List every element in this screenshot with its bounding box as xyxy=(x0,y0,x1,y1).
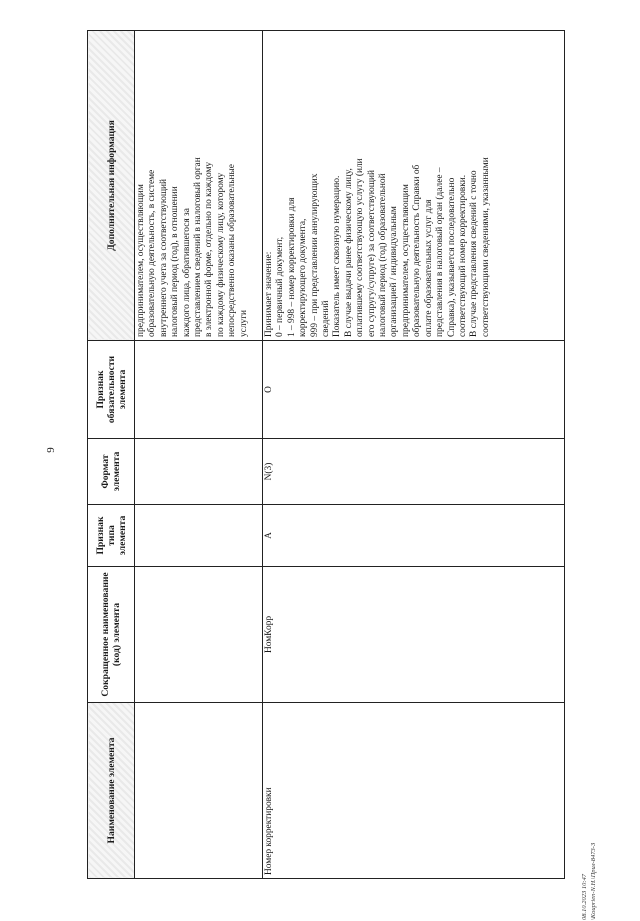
cell-format: N(3) xyxy=(263,439,565,505)
table-container xyxy=(87,31,565,879)
cell-extra-info xyxy=(135,31,263,341)
extra-info-line: внутреннего учета за соответствующий xyxy=(158,178,169,337)
extra-info-line: оплатившему соответствующую услугу (или xyxy=(355,158,366,337)
table-header-row xyxy=(88,31,135,879)
extra-info-line: непосредственно оказаны образовательные xyxy=(227,164,238,337)
extra-info-line: корректирующего документа, xyxy=(298,218,309,337)
extra-info-line: соответствующий номер корректировки. xyxy=(457,174,468,337)
extra-info-line: образовательную деятельность, в системе xyxy=(147,169,158,337)
extra-info-line: 1 – 998 – номер корректировки для xyxy=(286,197,297,337)
cell-name xyxy=(135,703,263,879)
extra-info-line: оплате образовательных услуг для xyxy=(423,199,434,337)
extra-info-line: организацией / индивидуальным xyxy=(389,206,400,337)
extra-info-line: 0 – первичный документ, xyxy=(275,236,286,337)
extra-info-line: налоговый период (год) образовательной xyxy=(378,173,389,337)
extra-info-line: услуги xyxy=(238,309,249,337)
header-name: Наименование элемента xyxy=(88,703,135,879)
extra-info-line: представлением сведений в налоговый орган xyxy=(193,157,204,337)
cell-type-flag xyxy=(135,505,263,567)
extra-info-line: Справка), указывается последовательно xyxy=(446,177,457,337)
extra-info-line: каждого лица, обратившегося за xyxy=(181,208,192,337)
extra-info-line: образовательную деятельность Справки об xyxy=(412,164,423,337)
stamp-path: \Kouprien-N.H.\Прил-8473-3 xyxy=(590,842,597,920)
page-number: 9 xyxy=(45,447,57,453)
header-extra-info: Дополнительная информация xyxy=(88,31,135,341)
header-short-name: Сокращенное наименование (код) элемента xyxy=(88,567,135,703)
cell-required-flag xyxy=(135,341,263,439)
cell-short-name: НомКорр xyxy=(263,567,565,703)
stamp-date: 08.10.2023 10:47 xyxy=(581,873,588,920)
extra-info-line: его супругу/супруге) за соответствующий xyxy=(366,169,377,337)
cell-name: Номер корректировки xyxy=(263,703,565,879)
cell-required-flag: О xyxy=(263,341,565,439)
extra-info-line: Принимает значение: xyxy=(264,251,274,337)
elements-table xyxy=(87,30,565,879)
extra-info-line: В случае представления сведений с точно xyxy=(469,170,480,337)
cell-format xyxy=(135,439,263,505)
cell-type-flag: А xyxy=(263,505,565,567)
extra-info-line: сведений xyxy=(321,300,332,337)
extra-info-line: 999 – при представлении аннулирующих xyxy=(309,173,320,337)
extra-info-line: Показатель имеет сквозную нумерацию. xyxy=(332,175,343,337)
document-stamp xyxy=(580,800,602,920)
extra-info-line: по каждому физическому лицу, которому xyxy=(215,172,226,337)
extra-info-line: представления в налоговый орган (далее – xyxy=(435,167,446,337)
table-row xyxy=(263,31,565,879)
cell-extra-info xyxy=(263,31,565,341)
header-format: Формат элемента xyxy=(88,439,135,505)
cell-short-name xyxy=(135,567,263,703)
extra-info-line: в электронной форме, отдельно по каждому xyxy=(204,161,215,337)
extra-info-line: налоговый период (год), в отношении xyxy=(170,186,181,337)
extra-info-line: соответствующими сведениями, указанными xyxy=(480,157,491,337)
table-row xyxy=(135,31,263,879)
header-required-flag: Признак обязательности элемента xyxy=(88,341,135,439)
extra-info-line: предпринимателем, осуществляющим xyxy=(400,184,411,337)
header-type-flag: Признак типа элемента xyxy=(88,505,135,567)
extra-info-line: предпринимателем, осуществляющим xyxy=(136,184,146,337)
extra-info-line: В случае выдачи ранее физическому лицу, xyxy=(343,168,354,337)
